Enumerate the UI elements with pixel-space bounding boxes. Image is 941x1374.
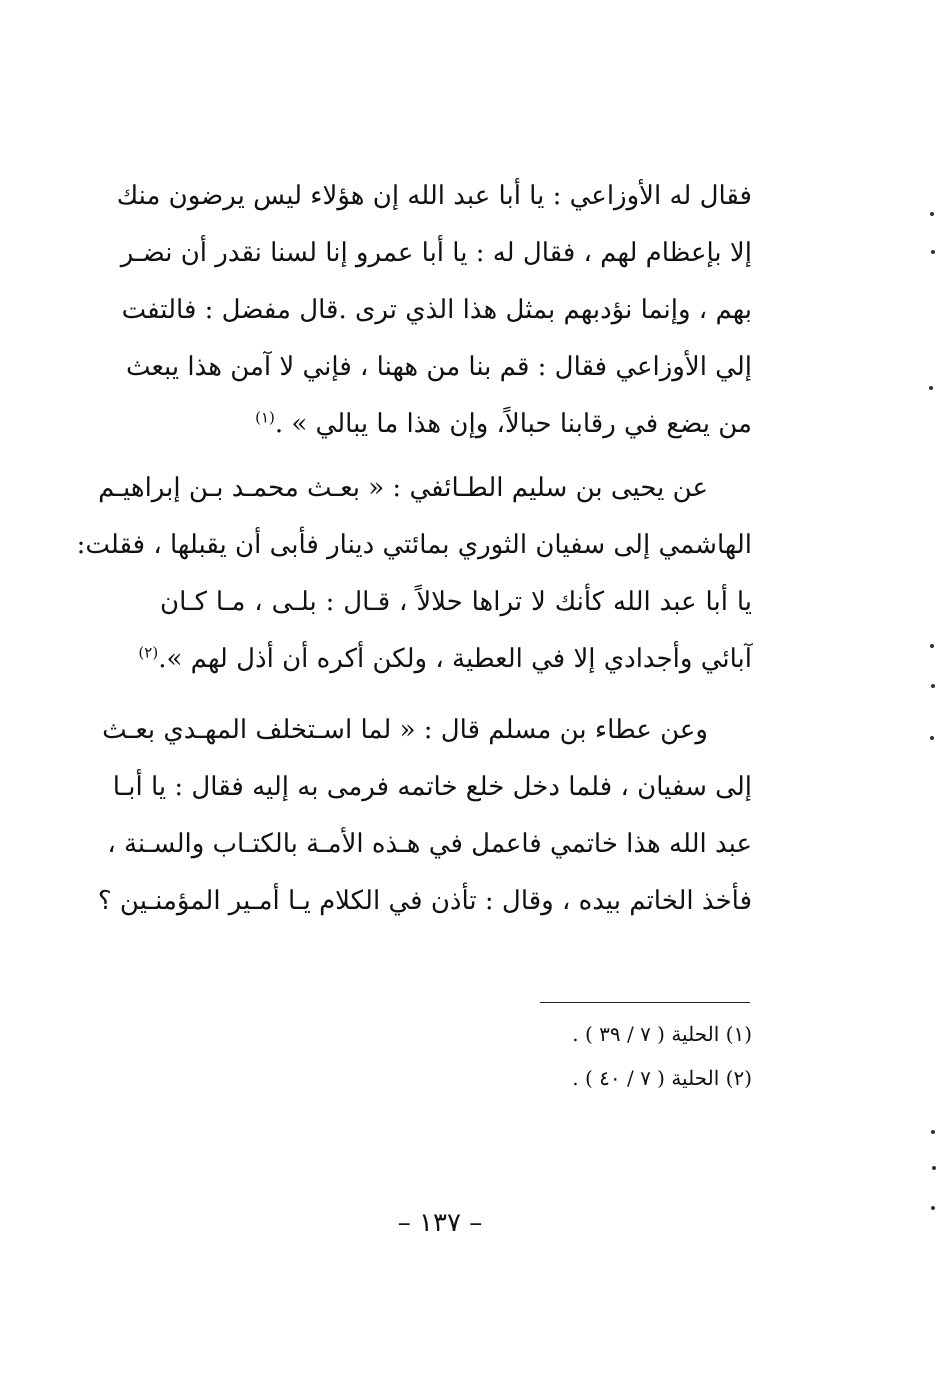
footnote-ref-2[interactable]: (٢): [138, 643, 159, 662]
scan-speck: [930, 212, 934, 216]
footnote-separator: [540, 1002, 750, 1003]
page-number: – ١٣٧ –: [397, 1208, 483, 1238]
text-line: فأخذ الخاتم بيده ، وقال : تأذن في الكلام يـا أمـير المؤمنـين ؟: [97, 886, 752, 916]
scan-speck: [930, 644, 934, 648]
text-line: عبد الله هذا خاتمي فاعمل في هـذه الأمـة بالكتـاب والسـنة ،: [107, 829, 752, 859]
footnote-ref-1[interactable]: (١): [255, 408, 275, 427]
text-line: يا أبا عبد الله كأنك لا تراها حلالاً ، قـال : بلـى ، مـا كـان: [160, 587, 752, 617]
text-line: فقال له الأوزاعي : يا أبا عبد الله إن هؤلاء ليس يرضون منك: [116, 181, 752, 211]
footnote-1: (١) الحلية ( ٧ / ٣٩ ) .: [572, 1022, 752, 1046]
text-line: إلي الأوزاعي فقال : قم بنا من ههنا ، فإني لا آمن هذا يبعث: [125, 352, 752, 382]
text-line-content: آبائي وأجدادي إلا في العطية ، ولكن أكره أن أذل لهم ».: [158, 644, 752, 674]
text-line: عن يحيى بن سليم الطـائفي : « بعـث محمـد بـن إبراهيـم: [98, 473, 708, 503]
text-line: وعن عطاء بن مسلم قال : « لما اسـتخلف المهـدي بعـث: [102, 715, 708, 745]
paragraph-1: [116, 168, 752, 453]
footnote-2: (٢) الحلية ( ٧ / ٤٠ ) .: [572, 1066, 752, 1090]
footnotes: [480, 1012, 752, 1100]
text-line: إلا بإعظام لهم ، فقال له : يا أبا عمرو إنا لسنا نقدر أن نضـر: [120, 238, 752, 268]
text-line-last: [138, 631, 752, 688]
scan-speck: [932, 1166, 936, 1170]
scan-speck: [931, 1206, 935, 1210]
text-line: الهاشمي إلى سفيان الثوري بمائتي دينار فأبى أن يقبلها ، فقلت:: [76, 530, 752, 560]
text-line: إلى سفيان ، فلما دخل خلع خاتمه فرمى به إليه فقال : يا أبـا: [112, 772, 752, 802]
scan-speck: [930, 736, 934, 740]
text-line: بهم ، وإنما نؤدبهم بمثل هذا الذي ترى .قال مفضل : فالتفت: [121, 295, 752, 325]
text-line-last: [160, 396, 752, 453]
scan-speck: [929, 386, 933, 390]
text-line-content: من يضع في رقابنا حبالاً، وإن هذا ما يبالي » .: [274, 409, 752, 439]
paragraph-2: [76, 460, 752, 688]
scan-speck: [931, 684, 935, 688]
scan-speck: [931, 250, 935, 254]
paragraph-3: [97, 702, 752, 930]
scan-speck: [931, 1130, 935, 1134]
